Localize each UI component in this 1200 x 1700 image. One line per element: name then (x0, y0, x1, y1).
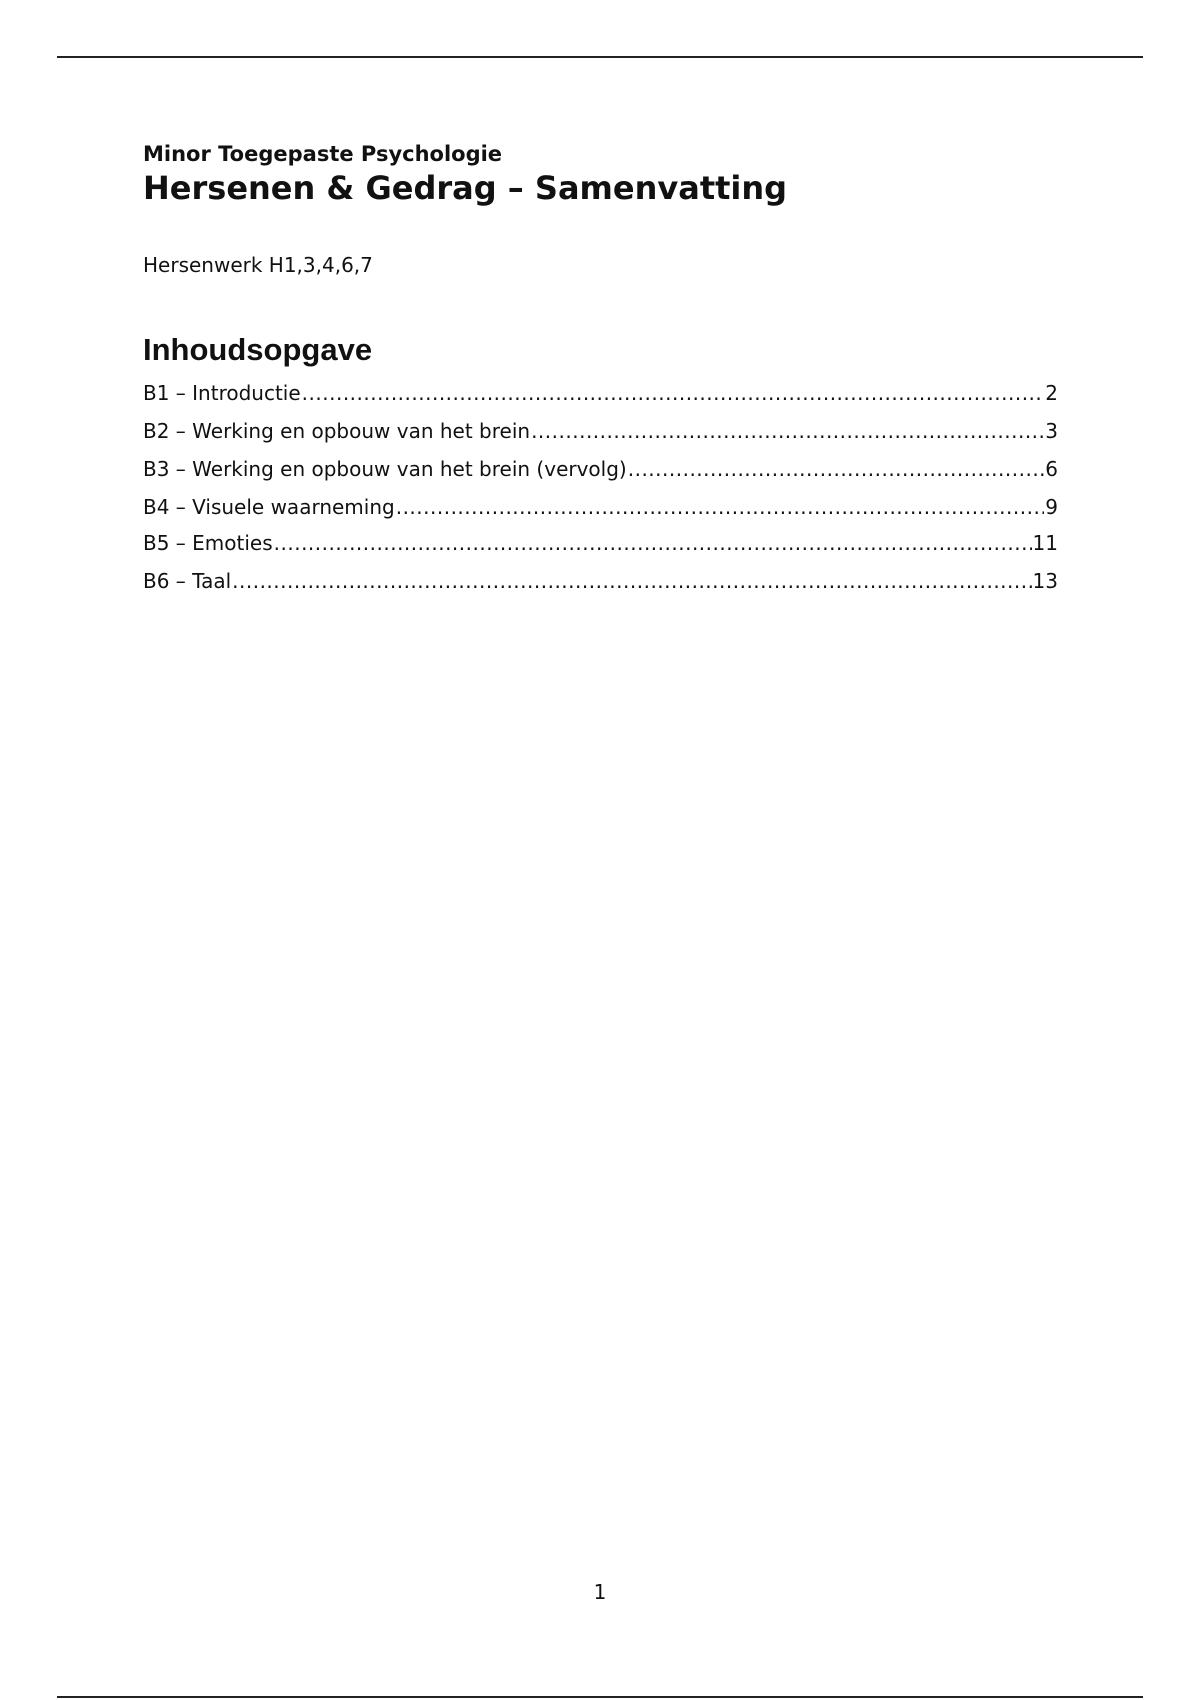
toc-entry-label: B3 – Werking en opbouw van het brein (vervolg) (143, 457, 627, 481)
toc-entry-label: B6 – Taal (143, 569, 232, 593)
toc-entry-b3[interactable] (143, 454, 1058, 492)
toc-entry-page: 13 (1032, 569, 1058, 593)
page-content (143, 140, 1058, 593)
table-of-contents (143, 378, 1058, 604)
document-title: Hersenen & Gedrag – Samenvatting (143, 169, 788, 207)
footer-rule (57, 1696, 1143, 1698)
toc-entry-b4[interactable] (143, 492, 1058, 528)
toc-leader-dots (302, 378, 1045, 408)
toc-entry-b5[interactable] (143, 528, 1058, 566)
toc-entry-page: 9 (1045, 495, 1058, 519)
toc-entry-page: 11 (1032, 531, 1058, 555)
toc-entry-label: B5 – Emoties (143, 531, 273, 555)
page-number: 1 (593, 1580, 607, 1604)
toc-entry-label: B4 – Visuele waarneming (143, 495, 395, 519)
document-meta: Hersenwerk H1,3,4,6,7 (143, 253, 373, 277)
toc-entry-b6[interactable] (143, 566, 1058, 604)
toc-entry-page: 6 (1045, 457, 1058, 481)
toc-entry-label: B1 – Introductie (143, 381, 301, 405)
document-subtitle: Minor Toegepaste Psychologie (143, 142, 503, 166)
toc-leader-dots (396, 492, 1045, 522)
toc-entry-page: 3 (1045, 419, 1058, 443)
toc-entry-b1[interactable] (143, 378, 1058, 416)
toc-leader-dots (531, 416, 1044, 446)
toc-entry-label: B2 – Werking en opbouw van het brein (143, 419, 531, 443)
toc-entry-b2[interactable] (143, 416, 1058, 454)
header-rule (57, 56, 1143, 58)
toc-leader-dots (274, 528, 1032, 558)
toc-entry-page: 2 (1045, 381, 1058, 405)
toc-heading: Inhoudsopgave (143, 332, 373, 367)
toc-leader-dots (232, 566, 1031, 596)
toc-leader-dots (628, 454, 1045, 484)
